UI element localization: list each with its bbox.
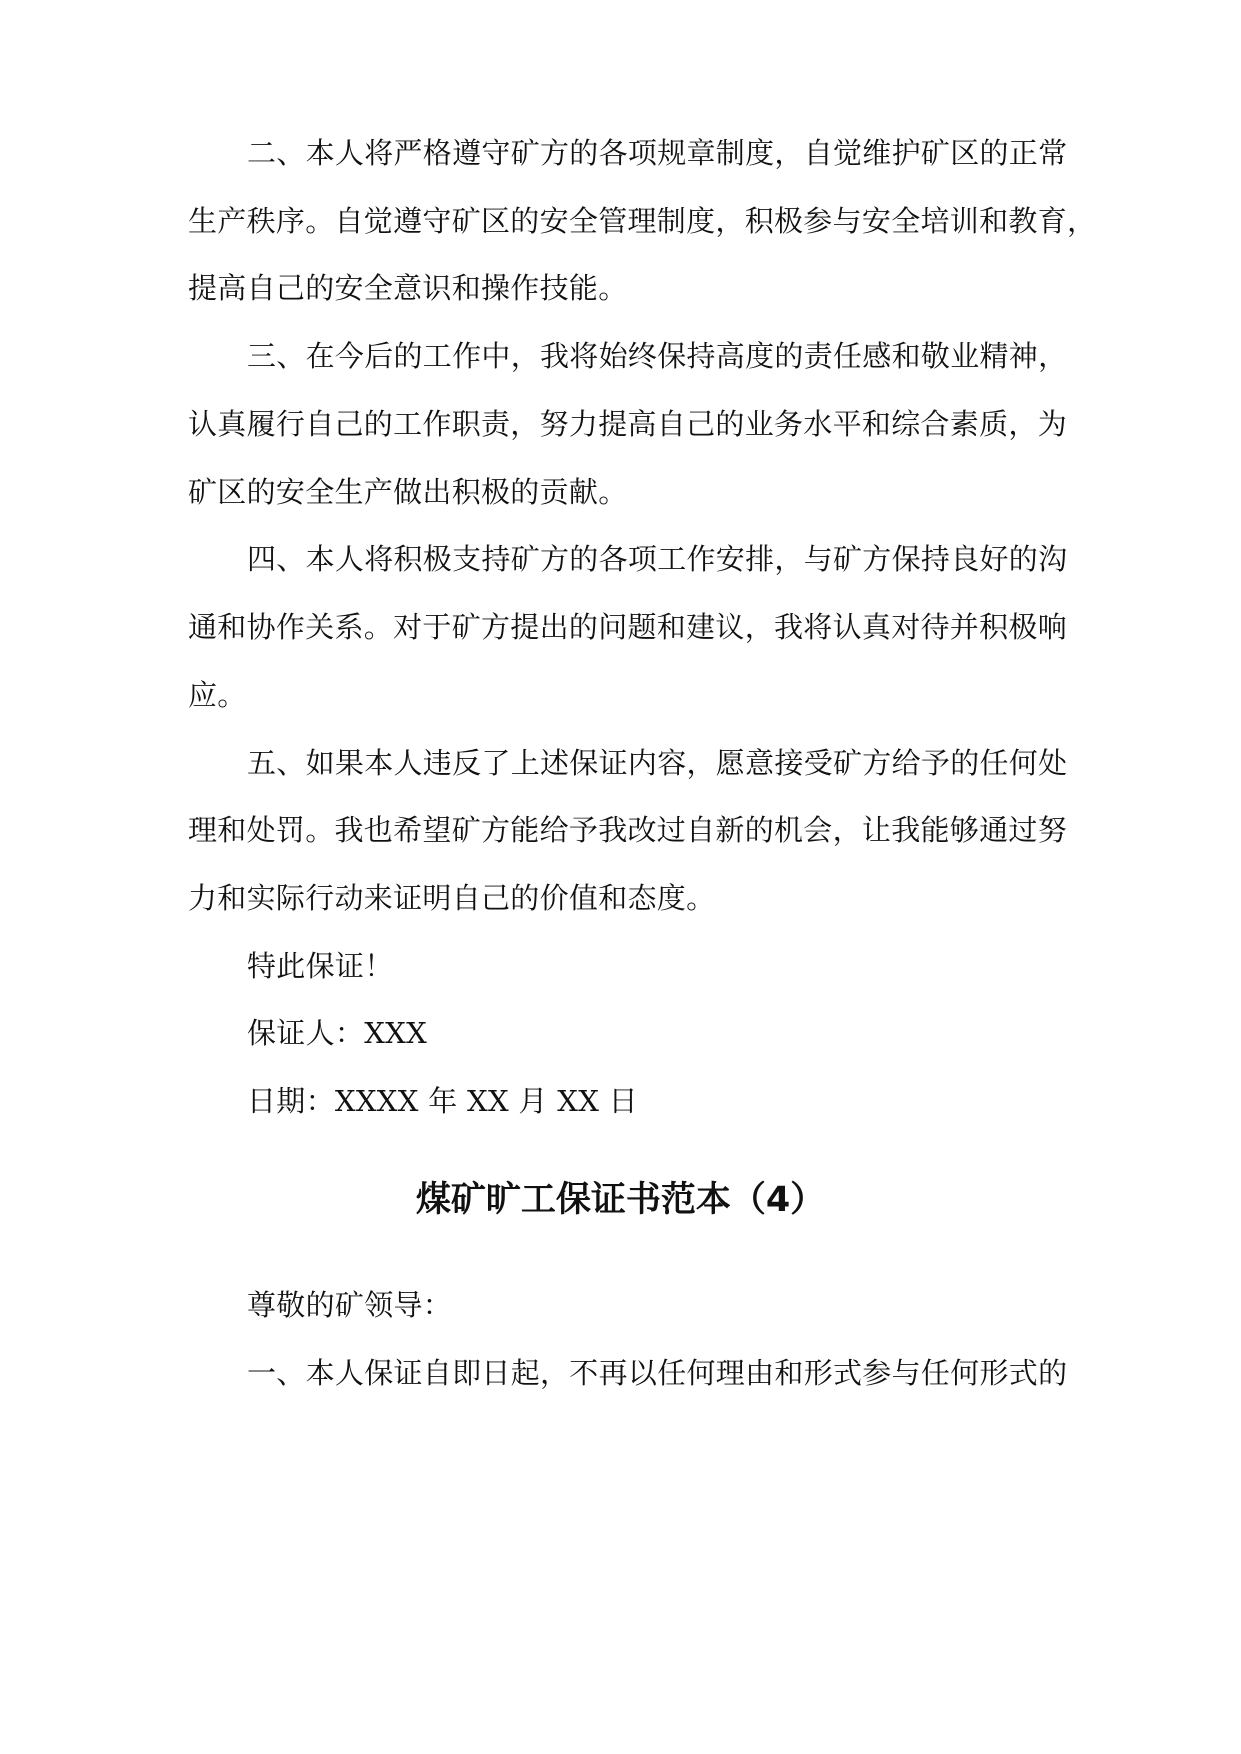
paragraph-5-line-2: 理和处罚。我也希望矿方能给予我改过自新的机会，让我能够通过努 (188, 813, 1068, 847)
section-title: 煤矿旷工保证书范本（4） (415, 1180, 826, 1220)
paragraph-3-line-3: 矿区的安全生产做出积极的贡献。 (188, 475, 628, 509)
paragraph-2-line-1: 二、本人将严格遵守矿方的各项规章制度，自觉维护矿区的正常 (247, 136, 1068, 170)
paragraph-5-line-1: 五、如果本人违反了上述保证内容，愿意接受矿方给予的任何处 (247, 746, 1068, 780)
paragraph-2-line-3: 提高自己的安全意识和操作技能。 (188, 271, 628, 305)
paragraph-4-line-1: 四、本人将积极支持矿方的各项工作安排，与矿方保持良好的沟 (247, 542, 1068, 576)
paragraph-3-line-2: 认真履行自己的工作职责，努力提高自己的业务水平和综合素质，为 (188, 407, 1068, 441)
closing-line: 特此保证！ (247, 949, 394, 983)
paragraph-4-line-2: 通和协作关系。对于矿方提出的问题和建议，我将认真对待并积极响 (188, 610, 1068, 644)
paragraph-4-line-3: 应。 (188, 678, 247, 712)
paragraph-5-line-3: 力和实际行动来证明自己的价值和态度。 (188, 881, 716, 915)
date-line: 日期：XXXX 年 XX 月 XX 日 (247, 1084, 638, 1118)
guarantor-line: 保证人：XXX (247, 1016, 428, 1050)
paragraph-1-line-1: 一、本人保证自即日起，不再以任何理由和形式参与任何形式的 (247, 1356, 1068, 1390)
salutation-line: 尊敬的矿领导： (247, 1288, 453, 1322)
paragraph-2-line-2: 生产秩序。自觉遵守矿区的安全管理制度，积极参与安全培训和教育， (188, 204, 1097, 238)
paragraph-3-line-1: 三、在今后的工作中，我将始终保持高度的责任感和敬业精神， (247, 339, 1068, 373)
